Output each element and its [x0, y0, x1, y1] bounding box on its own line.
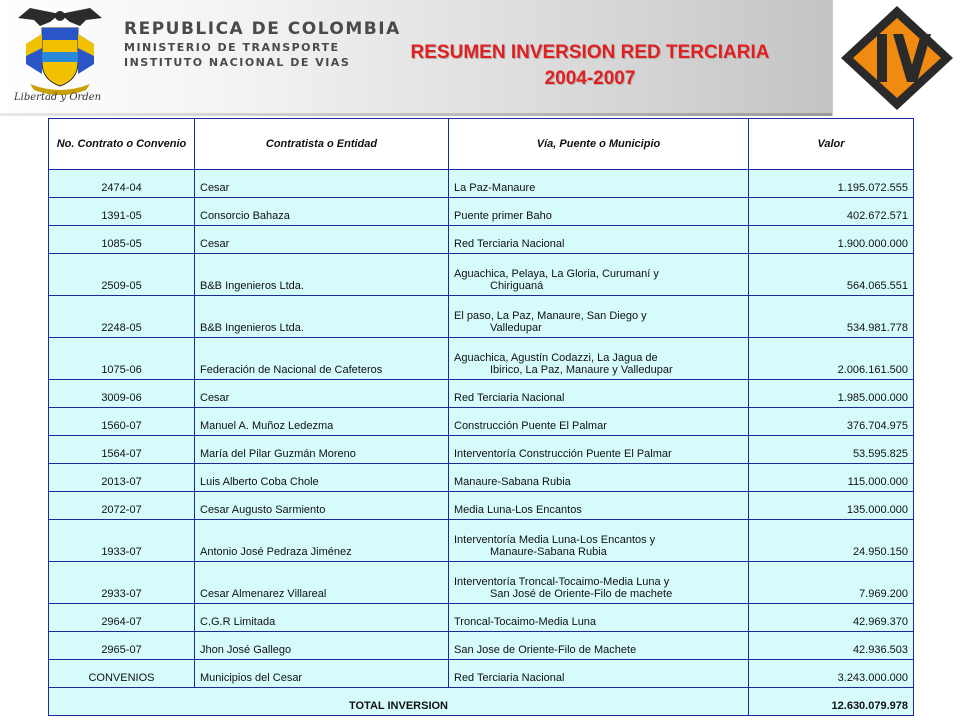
- title-line-1: RESUMEN INVERSION RED TERCIARIA: [410, 42, 770, 63]
- table-row: [49, 198, 914, 226]
- contract-number: 2964-07: [49, 604, 195, 632]
- contract-number: 1933-07: [49, 520, 195, 562]
- page-header: [0, 0, 960, 118]
- table-row: [49, 296, 914, 338]
- table-header-row: [49, 119, 914, 170]
- contract-number: 2474-04: [49, 170, 195, 198]
- road-description: Manaure-Sabana Rubia: [449, 464, 749, 492]
- investment-value: 376.704.975: [749, 408, 914, 436]
- contractor-name: Cesar Almenarez Villareal: [195, 562, 449, 604]
- investment-value: 7.969.200: [749, 562, 914, 604]
- contractor-name: María del Pilar Guzmán Moreno: [195, 436, 449, 464]
- title-line-2: 2004-2007: [544, 68, 636, 89]
- road-description: Red Terciaria Nacional: [449, 380, 749, 408]
- table-row: [49, 408, 914, 436]
- investment-value: 53.595.825: [749, 436, 914, 464]
- road-description: Aguachica, Pelaya, La Gloria, Curumaní y Chiriguaná: [449, 254, 749, 296]
- road-description: El paso, La Paz, Manaure, San Diego y Valledupar: [449, 296, 749, 338]
- investment-value: 2.006.161.500: [749, 338, 914, 380]
- contract-number: 2248-05: [49, 296, 195, 338]
- contract-number: 1075-06: [49, 338, 195, 380]
- road-description: Troncal-Tocaimo-Media Luna: [449, 604, 749, 632]
- road-description: La Paz-Manaure: [449, 170, 749, 198]
- road-description: Interventoría Troncal-Tocaimo-Media Luna y San José de Oriente-Filo de machete: [449, 562, 749, 604]
- table-row: [49, 380, 914, 408]
- road-description: Media Luna-Los Encantos: [449, 492, 749, 520]
- road-description: San Jose de Oriente-Filo de Machete: [449, 632, 749, 660]
- table-row: [49, 254, 914, 296]
- road-description: Interventoría Media Luna-Los Encantos y Manaure-Sabana Rubia: [449, 520, 749, 562]
- investment-table: [48, 118, 914, 716]
- road-description: Puente primer Baho: [449, 198, 749, 226]
- investment-value: 115.000.000: [749, 464, 914, 492]
- contractor-name: Jhon José Gallego: [195, 632, 449, 660]
- contract-number: 2509-05: [49, 254, 195, 296]
- road-description: Red Terciaria Nacional: [449, 226, 749, 254]
- table-row: [49, 660, 914, 688]
- contractor-name: B&B Ingenieros Ltda.: [195, 296, 449, 338]
- table-row: [49, 562, 914, 604]
- investment-value: 534.981.778: [749, 296, 914, 338]
- investment-value: 135.000.000: [749, 492, 914, 520]
- page-title: [340, 40, 840, 92]
- contractor-name: Luis Alberto Coba Chole: [195, 464, 449, 492]
- contractor-name: Municipios del Cesar: [195, 660, 449, 688]
- table-row: [49, 604, 914, 632]
- table-row: [49, 492, 914, 520]
- table-row: [49, 520, 914, 562]
- invias-logo-icon: [833, 0, 960, 116]
- contract-number: CONVENIOS: [49, 660, 195, 688]
- ministry-name: MINISTERIO DE TRANSPORTE: [124, 41, 340, 54]
- contract-number: 2013-07: [49, 464, 195, 492]
- total-row: [49, 688, 914, 716]
- table-row: [49, 338, 914, 380]
- header-divider: [0, 113, 832, 116]
- road-description: Interventoría Construcción Puente El Palmar: [449, 436, 749, 464]
- contract-number: 3009-06: [49, 380, 195, 408]
- column-header-contractor: Contratista o Entidad: [195, 119, 449, 170]
- road-description: Aguachica, Agustín Codazzi, La Jagua de Ibirico, La Paz, Manaure y Valledupar: [449, 338, 749, 380]
- contractor-name: Antonio José Pedraza Jiménez: [195, 520, 449, 562]
- investment-value: 3.243.000.000: [749, 660, 914, 688]
- table-row: [49, 464, 914, 492]
- column-header-contract: No. Contrato o Convenio: [49, 119, 195, 170]
- contract-number: 2933-07: [49, 562, 195, 604]
- contractor-name: C.G.R Limitada: [195, 604, 449, 632]
- table-row: [49, 170, 914, 198]
- contractor-name: Federación de Nacional de Cafeteros: [195, 338, 449, 380]
- investment-value: 42.936.503: [749, 632, 914, 660]
- investment-value: 24.950.150: [749, 520, 914, 562]
- investment-value: 1.985.000.000: [749, 380, 914, 408]
- crest-caption: Libertad y Orden: [14, 92, 102, 103]
- contract-number: 2965-07: [49, 632, 195, 660]
- contractor-name: Manuel A. Muñoz Ledezma: [195, 408, 449, 436]
- investment-value: 402.672.571: [749, 198, 914, 226]
- contract-number: 2072-07: [49, 492, 195, 520]
- institute-name: INSTITUTO NACIONAL DE VIAS: [124, 56, 351, 69]
- contractor-name: Cesar Augusto Sarmiento: [195, 492, 449, 520]
- investment-value: 564.065.551: [749, 254, 914, 296]
- country-name: REPUBLICA DE COLOMBIA: [124, 19, 401, 39]
- contractor-name: B&B Ingenieros Ltda.: [195, 254, 449, 296]
- contract-number: 1564-07: [49, 436, 195, 464]
- investment-value: 1.900.000.000: [749, 226, 914, 254]
- contractor-name: Cesar: [195, 226, 449, 254]
- contract-number: 1085-05: [49, 226, 195, 254]
- total-label: TOTAL INVERSION: [49, 688, 749, 716]
- investment-value: 1.195.072.555: [749, 170, 914, 198]
- column-header-value: Valor: [749, 119, 914, 170]
- contractor-name: Cesar: [195, 170, 449, 198]
- table-row: [49, 632, 914, 660]
- invias-logo-box: [832, 0, 960, 116]
- total-value: 12.630.079.978: [749, 688, 914, 716]
- contract-number: 1560-07: [49, 408, 195, 436]
- table-row: [49, 436, 914, 464]
- contractor-name: Consorcio Bahaza: [195, 198, 449, 226]
- road-description: Construcción Puente El Palmar: [449, 408, 749, 436]
- table-row: [49, 226, 914, 254]
- road-description: Red Terciaria Nacional: [449, 660, 749, 688]
- contractor-name: Cesar: [195, 380, 449, 408]
- contract-number: 1391-05: [49, 198, 195, 226]
- column-header-road: Vía, Puente o Municipio: [449, 119, 749, 170]
- investment-value: 42.969.370: [749, 604, 914, 632]
